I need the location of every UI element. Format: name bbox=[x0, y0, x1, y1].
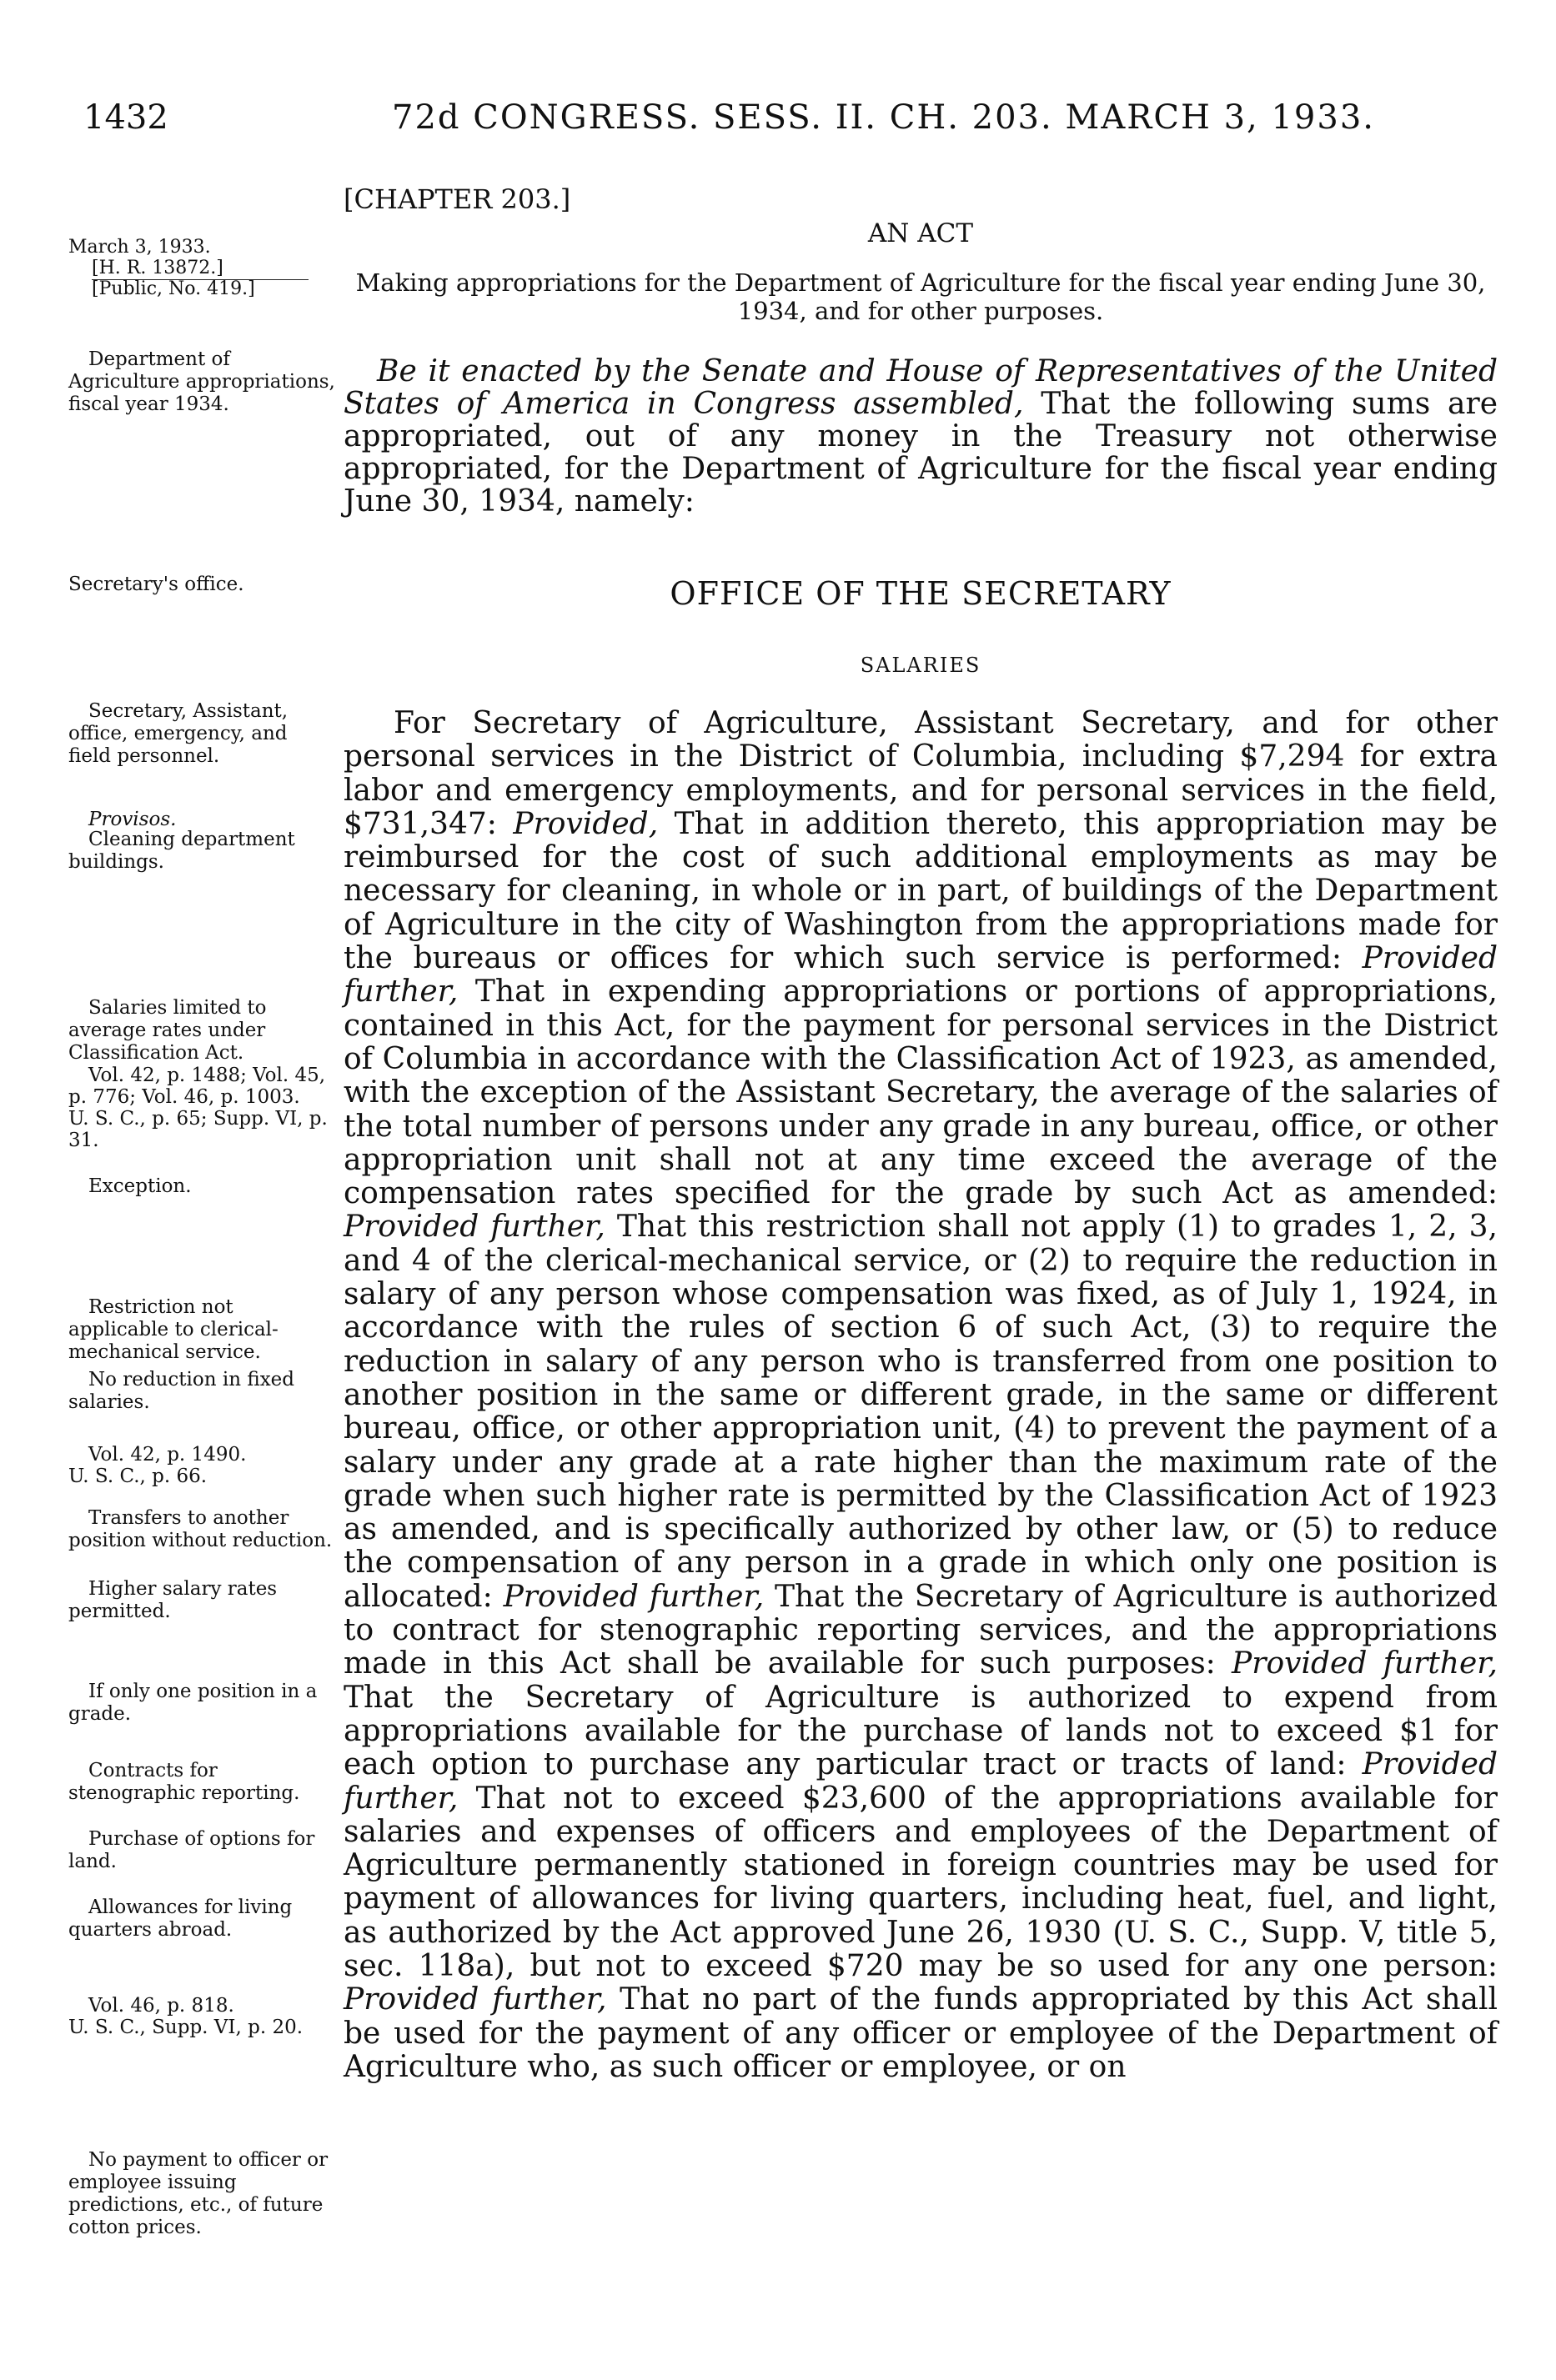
margin-allowances: Allowances for living quarters abroad. bbox=[68, 1896, 293, 1941]
proviso-phrase: Provided, bbox=[513, 806, 659, 841]
margin-restriction: Restriction not applicable to clerical-mechanical service. bbox=[68, 1296, 279, 1363]
enacting-clause bbox=[344, 355, 1498, 518]
margin-vol42-citation: Vol. 42, p. 1490. U. S. C., p. 66. bbox=[68, 1444, 247, 1487]
sub-heading: SALARIES bbox=[860, 654, 981, 677]
margin-bill: [H. R. 13872.] bbox=[92, 257, 309, 280]
text-segment: That in addition thereto, this appropriation may be reimbursed for the cost of such additional employments as may be necessary for cleaning, in whole or in part, of buildings of the Department of Agriculture in the city of Washington from the appropriations made for the bureaus or offices for which such service is performed: bbox=[344, 806, 1498, 976]
running-head: 72d CONGRESS. SESS. II. CH. 203. MARCH 3, 1933. bbox=[392, 98, 1375, 137]
margin-salaries-citation: Vol. 42, p. 1488; Vol. 45, p. 776; Vol. 46, p. 1003. U. S. C., p. 65; Supp. VI, p. 31. bbox=[68, 1065, 328, 1151]
text-segment: That in expending appropriations or portions of appropriations, contained in this Act, for the payment for personal services in the District of Columbia in accordance with the Classification Act of 1923, as amended, with the exception of the Assistant Secretary, the average of the salaries of the total number of persons under any grade in any bureau, office, or other appropriation unit shall not at any time exceed the average of the compensation rates specified for the grade by such Act as amended: bbox=[344, 975, 1498, 1211]
margin-personnel: Secretary, Assistant, office, emergency, and field personnel. bbox=[68, 700, 289, 767]
salaries-paragraph bbox=[344, 707, 1498, 2084]
margin-vol46-citation: Vol. 46, p. 818. U. S. C., Supp. VI, p. 20. bbox=[68, 1995, 304, 2038]
proviso-phrase: Provided further, bbox=[344, 941, 1498, 1010]
margin-contracts: Contracts for stenographic reporting. bbox=[68, 1760, 300, 1804]
margin-date: March 3, 1933. bbox=[68, 237, 211, 258]
margin-provisos: Provisos. bbox=[88, 809, 177, 830]
margin-no-reduction: No reduction in fixed salaries. bbox=[68, 1369, 295, 1413]
act-label: AN ACT bbox=[867, 218, 974, 248]
proviso-phrase: Provided further, bbox=[344, 1747, 1498, 1816]
margin-purchase-options: Purchase of options for land. bbox=[68, 1828, 315, 1872]
page-header bbox=[83, 98, 1493, 148]
text-segment: For Secretary of Agriculture, Assistant Secretary, and for other personal services in the District of Columbia, including $7,294 for extra labor and emergency employments, and for personal services in the field, $731,347: bbox=[344, 706, 1498, 841]
margin-salaries-limited: Salaries limited to average rates under Classification Act. bbox=[68, 997, 267, 1064]
margin-transfers: Transfers to another position without reduction. bbox=[68, 1507, 333, 1551]
proviso-phrase: Provided further, bbox=[344, 1210, 605, 1245]
chapter-label: [CHAPTER 203.] bbox=[344, 183, 571, 215]
margin-public: [Public, No. 419.] bbox=[92, 278, 255, 299]
margin-one-position: If only one position in a grade. bbox=[68, 1681, 318, 1725]
proviso-phrase: Provided further, bbox=[503, 1579, 765, 1614]
proviso-phrase: Provided further, bbox=[344, 1982, 607, 2017]
text-segment: That the Secretary of Agriculture is authorized to expend from appropriations available for the purchase of lands not to exceed $1 for each option to purchase any particular tract or tracts of land: bbox=[344, 1680, 1498, 1782]
margin-dept-appropriations: Department of Agriculture appropriations, fiscal year 1934. bbox=[68, 348, 335, 415]
enacting-text: That the following sums are appropriated, out of any money in the Treasury not otherwise appropriated, for the Department of Agriculture for the fiscal year ending June 30, 1934, namely: bbox=[344, 387, 1498, 519]
proviso-phrase: Provided further, bbox=[1232, 1646, 1498, 1681]
page-number: 1432 bbox=[83, 98, 168, 137]
margin-cleaning: Cleaning department buildings. bbox=[68, 829, 295, 873]
margin-exception: Exception. bbox=[88, 1175, 192, 1197]
margin-secretary-office: Secretary's office. bbox=[68, 574, 244, 595]
act-subtitle: Making appropriations for the Department of Agriculture for the fiscal year ending June 30, 1934, and for other purposes. bbox=[355, 268, 1486, 325]
text-segment: That no part of the funds appropriated by this Act shall be used for the payment of any officer or employee of the Department of Agriculture who, as such officer or employee, or on bbox=[344, 1982, 1498, 2084]
text-segment: That not to exceed $23,600 of the appropriations available for salaries and expenses of officers and employees of the Department of Agriculture permanently stationed in foreign countries may be used for payment of allowances for living quarters, including heat, fuel, and light, as authorized by the Act approved June 26, 1930 (U. S. C., Supp. V, title 5, sec. 118a), but not to exceed $720 may be so used for any one person: bbox=[344, 1781, 1498, 1983]
section-heading: OFFICE OF THE SECRETARY bbox=[670, 575, 1172, 612]
margin-higher-salary: Higher salary rates permitted. bbox=[68, 1578, 278, 1622]
enacting-formula: Be it enacted by the Senate and House of Representatives of the United States of America in Congress assembled, bbox=[344, 354, 1498, 421]
text-segment: That this restriction shall not apply (1) to grades 1, 2, 3, and 4 of the clerical-mechanical service, or (2) to require the reduction in salary of any person whose compensation was fixed, as of July 1, 1924, in accordance with the rules of section 6 of such Act, (3) to require the reduction in salary of any person who is transferred from one position to another position in the same or different grade, in the same or different bureau, office, or other appropriation unit, (4) to prevent the payment of a salary under any grade at a rate higher than the maximum rate of the grade when such higher rate is permitted by the Classification Act of 1923 as amended, and is specifically authorized by other law, or (5) to reduce the compensation of any person in a grade in which only one position is allocated: bbox=[344, 1210, 1498, 1614]
text-segment: That the Secretary of Agriculture is authorized to contract for stenographic reporting services, and the appropriations made in this Act shall be available for such purposes: bbox=[344, 1579, 1498, 1681]
margin-no-payment: No payment to officer or employee issuing predictions, etc., of future cotton prices. bbox=[68, 2149, 329, 2238]
